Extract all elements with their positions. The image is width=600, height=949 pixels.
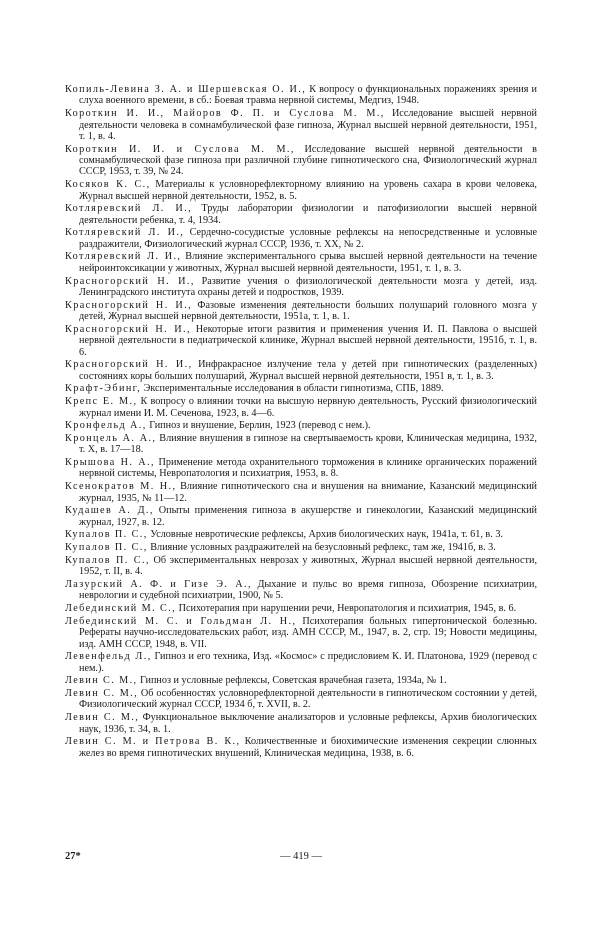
reference-entry <box>65 603 537 614</box>
reference-author: Ксенократов М. Н., <box>65 481 177 493</box>
reference-entry <box>65 712 537 735</box>
reference-entry <box>65 276 537 299</box>
reference-text: Развитие учения о физиологической деятельности мозга у детей, изд. Ленинградского института охраны детей и подростков, 1939. <box>79 275 537 298</box>
reference-author: Короткин И. И., Майоров Ф. П. и Суслова М. М., <box>65 108 385 120</box>
reference-author: Котляревский Л. И., <box>65 227 185 239</box>
reference-entry <box>65 324 537 358</box>
reference-author: Лебединский М. С., <box>65 603 177 614</box>
reference-entry <box>65 396 537 419</box>
reference-text: Фазовые изменения деятельности больших полушарий головного мозга у детей, Журнал высшей нервной деятельности, 1951а, т. 1, в. 1. <box>79 299 537 323</box>
reference-text: Психотерапия больных гипертонической болезнью. Рефераты научно-исследовательских работ, изд. АМН СССР, М., 1947, в. 2, стр. 19; Новости медицины, изд. АМН СССР, 1948, в. VII. <box>79 615 537 650</box>
reference-author: Левенфельд Л., <box>65 651 152 663</box>
reference-entry <box>65 651 537 674</box>
reference-author: Красногорский Н. И., <box>65 359 193 371</box>
reference-entry <box>65 420 537 431</box>
page-footer <box>65 851 537 865</box>
reference-text: Труды лаборатории физиологии и патофизиологии высшей нервной деятельности ребенка, т. 4, 1934. <box>79 203 537 226</box>
reference-author: Копиль-Левина З. А. и Шершевская О. И., <box>65 84 307 95</box>
reference-text: Влияние экспериментального срыва высшей нервной деятельности на течение нейроинтоксикации у животных, Журнал высшей нервной деятельности, 1951, т. 1, в. 3. <box>79 251 537 274</box>
reference-text: Психотерапия при нарушении речи, Невропатология и психиатрия, 1945, в. 6. <box>176 603 517 614</box>
reference-entry <box>65 688 537 711</box>
reference-list <box>65 84 537 760</box>
reference-entry <box>65 359 537 382</box>
reference-entry <box>65 505 537 528</box>
reference-text: Некоторые итоги развития и применения учения И. П. Павлова о высшей нервной деятельности в педиатрической клинике, Журнал высшей нервной деятельности, 1951б, т. 1, в. 6. <box>79 323 537 358</box>
reference-entry <box>65 108 537 142</box>
reference-text: Исследование высшей нервной деятельности человека в сомнамбулической фазе гипноза, Журнал высшей нервной деятельности, 1951, т. 1, в. 4. <box>79 108 537 142</box>
reference-text: Функциональное выключение анализаторов и условные рефлексы, Архив биологических наук, 1936, т. 34, в. 1. <box>79 712 537 735</box>
reference-text: Гипноз и его техника, Изд. «Космос» с предисловием К. И. Платонова, 1929 (перевод с нем.). <box>79 651 537 674</box>
reference-text: Опыты применения гипноза в акушерстве и гинекологии, Казанский медицинский журнал, 1927, в. 12. <box>79 505 537 528</box>
reference-author: Котляревский Л. И., <box>65 251 182 263</box>
signature-mark: 27* <box>65 851 81 862</box>
reference-author: Купалов П. С., <box>65 529 148 541</box>
reference-entry <box>65 144 537 178</box>
reference-entry <box>65 555 537 578</box>
reference-author: Кронфельд А., <box>65 420 147 432</box>
reference-entry <box>65 616 537 650</box>
reference-author: Лазурский А. Ф. и Гизе Э. А., <box>65 578 252 590</box>
reference-author: Кронцель А. А., <box>65 432 157 444</box>
reference-author: Красногорский Н. И., <box>65 275 195 287</box>
reference-entry <box>65 736 537 759</box>
reference-author: Красногорский Н. И., <box>65 299 193 311</box>
reference-entry <box>65 457 537 480</box>
reference-text: Количественные и биохимические изменения секреции слюнных желез во время гипнотических внушений, Клиническая медицина, 1938, в. 6. <box>79 736 537 759</box>
reference-entry <box>65 227 537 250</box>
reference-entry <box>65 675 537 686</box>
reference-text: Применение метода охранительного торможения в клинике органических поражений нервной системы, Невропатология и психиатрия, 1953, в. 8. <box>79 457 537 480</box>
reference-text: Влияние гипнотического сна и внушения на внимание, Казанский медицинский журнал, 1935, № 11—12. <box>79 481 537 504</box>
reference-entry <box>65 579 537 602</box>
reference-text: Гипноз и внушение, Берлин, 1923 (перевод с нем.). <box>146 420 371 432</box>
reference-author: Крафт-Эбинг, <box>65 383 142 395</box>
reference-text: Дыхание и пульс во время гипноза, Обозрение психиатрии, неврологии и судебной психиатрии, 1900, № 5. <box>79 578 537 602</box>
reference-author: Красногорский Н. И., <box>65 323 191 335</box>
reference-entry <box>65 433 537 456</box>
reference-entry <box>65 203 537 226</box>
reference-author: Купалов П. С., <box>65 554 150 566</box>
reference-text: Об экспериментальных неврозах у животных, Журнал высшей нервной деятельности, 1952, т. II, в. 4. <box>79 554 537 578</box>
reference-text: Об особенностях условнорефлекторной деятельности в гипнотическом состоянии у детей, Физиологический журнал СССР, 1934 б, т. XVII, в. 2. <box>79 688 537 711</box>
reference-author: Кудашев А. Д., <box>65 505 154 517</box>
reference-author: Короткин И. И. и Суслова М. М., <box>65 143 295 155</box>
page-number: — 419 — <box>280 851 322 862</box>
reference-text: Материалы к условнорефлекторному влиянию на уровень сахара в крови человека, Журнал высшей нервной деятельности, 1952, в. 5. <box>79 179 537 202</box>
reference-entry <box>65 300 537 323</box>
reference-text: Влияние внушения в гипнозе на свертываемость крови, Клиническая медицина, 1932, т. X, в. 17—18. <box>79 432 537 456</box>
reference-author: Левин С. М., <box>65 712 140 724</box>
reference-author: Купалов П. С., <box>65 542 148 554</box>
reference-text: Сердечно-сосудистые условные рефлексы на непосредственные и условные раздражители, Физиологический журнал СССР, 1936, т. XX, № 2. <box>79 227 537 250</box>
reference-author: Левин С. М. и Петрова В. К., <box>65 736 241 748</box>
reference-text: Гипноз и условные рефлексы, Советская врачебная газета, 1934а, № 1. <box>137 675 447 687</box>
reference-entry <box>65 481 537 504</box>
reference-entry <box>65 84 537 107</box>
reference-entry <box>65 179 537 202</box>
reference-text: К вопросу о функциональных поражениях зрения и слуха военного времени, в сб.: Боевая травма нервной системы, Медгиз, 1948. <box>79 84 537 107</box>
reference-text: Исследование высшей нервной деятельности в сомнамбулической фазе гипноза при различной глубине гипнотического сна, Физиологический журнал СССР, 1953, т. 39, № 24. <box>79 143 537 178</box>
reference-author: Левин С. М., <box>65 675 138 687</box>
reference-author: Лебединский М. С. и Гольдман Л. Н., <box>65 615 297 627</box>
reference-text: Условные невротические рефлексы, Архив биологических наук, 1941а, т. 61, в. 3. <box>147 529 503 541</box>
reference-entry <box>65 542 537 553</box>
reference-author: Крепс Е. М., <box>65 396 138 408</box>
reference-text: К вопросу о влиянии точки на высшую нервную деятельность, Русский физиологический журнал имени И. М. Сеченова, 1923, в. 4—6. <box>79 396 537 419</box>
reference-text: Экспериментальные исследования в области гипнотизма, СПБ, 1889. <box>141 383 444 395</box>
reference-author: Левин С. М., <box>65 688 139 700</box>
reference-entry <box>65 251 537 274</box>
reference-entry <box>65 383 537 394</box>
reference-author: Котляревский Л. И., <box>65 203 193 215</box>
reference-entry <box>65 529 537 540</box>
reference-author: Крышова Н. А., <box>65 457 155 469</box>
reference-text: Влияние условных раздражителей на безусловный рефлекс, там же, 1941б, в. 3. <box>147 542 496 554</box>
reference-text: Инфракрасное излучение тела у детей при гипнотических (разделенных) состояниях коры больших полушарий, Журнал высшей нервной деятельности, 1951 в, т. 1, в. 3. <box>79 359 537 382</box>
reference-author: Косяков К. С., <box>65 179 151 191</box>
